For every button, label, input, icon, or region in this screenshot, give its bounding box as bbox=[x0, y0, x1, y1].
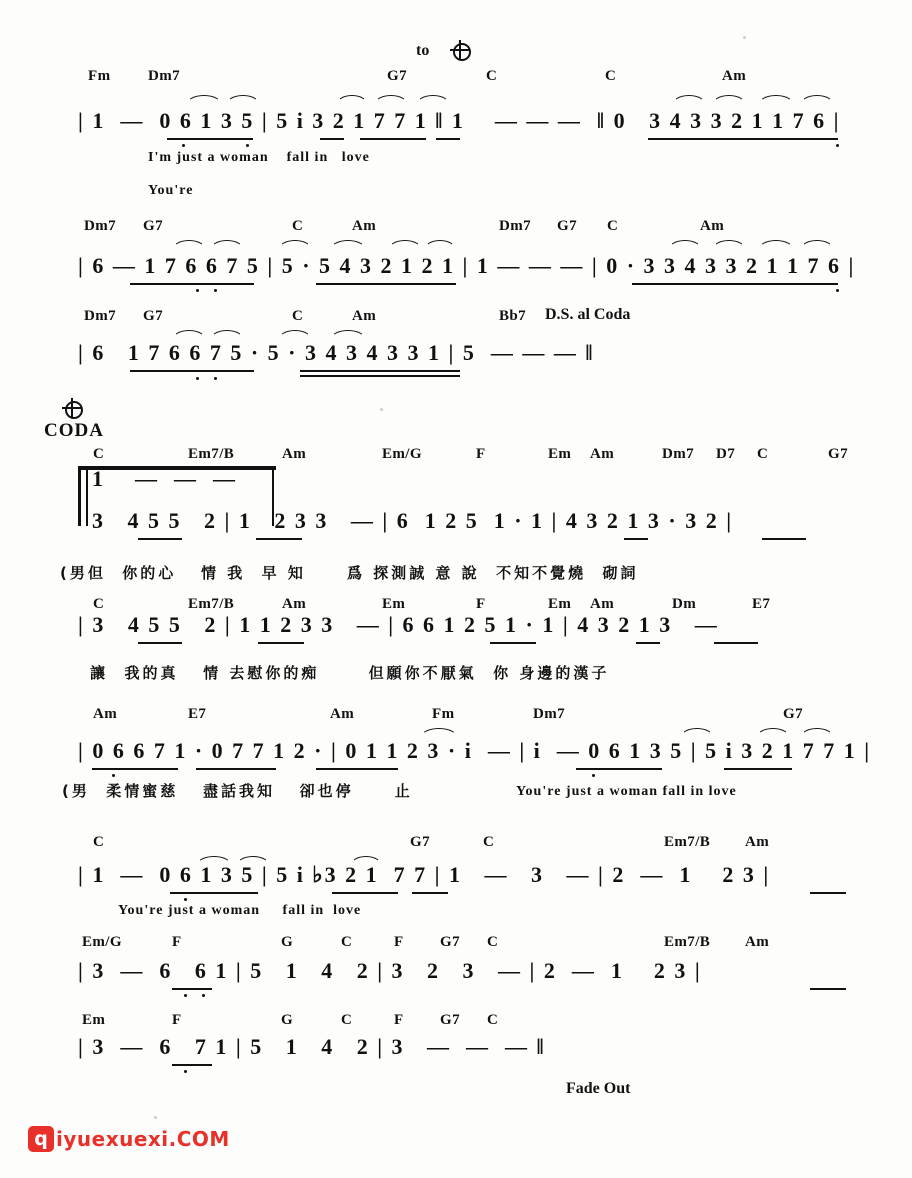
slur-arc bbox=[680, 728, 714, 738]
chord-label: C bbox=[341, 934, 353, 950]
octave-dot-low bbox=[836, 144, 839, 147]
note-beam bbox=[714, 642, 758, 644]
chord-label: Dm7 bbox=[533, 706, 566, 722]
note-beam bbox=[810, 892, 846, 894]
slur-arc bbox=[330, 330, 366, 340]
octave-dot-low bbox=[182, 144, 185, 147]
paper-speck bbox=[154, 1116, 157, 1119]
octave-dot-low bbox=[112, 774, 115, 777]
note-beam bbox=[138, 538, 182, 540]
chord-label: Fm bbox=[88, 68, 111, 84]
chord-label: C bbox=[93, 834, 105, 850]
site-watermark bbox=[28, 1126, 230, 1152]
chord-label: Am bbox=[745, 934, 770, 950]
note-beam bbox=[648, 138, 838, 140]
note-beam bbox=[436, 138, 460, 140]
note-beam bbox=[130, 283, 254, 285]
ds-al-coda-label: D.S. al Coda bbox=[545, 306, 631, 323]
chord-label: F bbox=[172, 1012, 182, 1028]
lyric-line: You're bbox=[148, 183, 194, 198]
notation-line: | 3 4 5 5 2 | 1 1 2 3 3 — | 6 6 1 2 5 1 · 1 | 4 3 2 1 3 — bbox=[78, 612, 719, 637]
note-beam bbox=[490, 642, 536, 644]
slur-arc bbox=[668, 240, 702, 250]
coda-circle-icon bbox=[450, 40, 470, 60]
brand-name: iyuexuexi.COM bbox=[56, 1127, 230, 1151]
chord-label: G7 bbox=[143, 308, 163, 324]
octave-dot-low bbox=[836, 289, 839, 292]
note-beam bbox=[300, 370, 460, 372]
slur-arc bbox=[388, 240, 422, 250]
chord-label: G bbox=[281, 934, 294, 950]
slur-arc bbox=[330, 240, 366, 250]
slur-arc bbox=[800, 728, 834, 738]
chord-label: F bbox=[172, 934, 182, 950]
chord-label: Fm bbox=[432, 706, 455, 722]
paper-speck bbox=[380, 408, 383, 411]
slur-arc bbox=[424, 240, 456, 250]
note-beam bbox=[258, 642, 304, 644]
slur-arc bbox=[226, 95, 260, 105]
notation-line: | 1 — 0 6 1 3 5 | 5 i 3 2 1 7 7 1 ‖ 1 — — — ‖ 0 3 4 3 3 2 1 1 7 6 | bbox=[78, 108, 841, 133]
slur-arc bbox=[712, 95, 746, 105]
chord-label: F bbox=[394, 1012, 404, 1028]
chord-label: Dm bbox=[672, 596, 697, 612]
note-beam bbox=[332, 892, 398, 894]
notation-line: | 6 1 7 6 6 7 5 · 5 · 3 4 3 4 3 3 1 | 5 — — — ‖ bbox=[78, 340, 595, 365]
chord-label: F bbox=[476, 596, 486, 612]
chord-label: F bbox=[394, 934, 404, 950]
chord-label: E7 bbox=[188, 706, 207, 722]
paper-speck bbox=[743, 36, 746, 39]
note-beam bbox=[412, 892, 448, 894]
note-beam bbox=[138, 642, 182, 644]
slur-arc bbox=[210, 240, 244, 250]
chord-label: G7 bbox=[828, 446, 848, 462]
chord-label: Dm7 bbox=[84, 218, 117, 234]
chord-label: E7 bbox=[752, 596, 771, 612]
lyric-line: You're just a woman fall in love bbox=[516, 784, 737, 799]
chord-label: Bb7 bbox=[499, 308, 527, 324]
slur-arc bbox=[336, 95, 368, 105]
chord-label: Em bbox=[548, 596, 572, 612]
notation-line: | 3 — 6 7 1 | 5 1 4 2 | 3 — — — ‖ bbox=[78, 1034, 546, 1059]
slur-arc bbox=[186, 95, 222, 105]
slur-arc bbox=[800, 95, 834, 105]
chord-label: C bbox=[487, 934, 499, 950]
repeat-barline-thin bbox=[86, 466, 88, 526]
fade-out-label: Fade Out bbox=[566, 1080, 631, 1097]
notation-line: 3 4 5 5 2 | 1 2 3 3 — | 6 1 2 5 1 · 1 | 4 3 2 1 3 · 3 2 | bbox=[92, 508, 734, 533]
octave-dot-low bbox=[184, 994, 187, 997]
chord-label: Dm7 bbox=[148, 68, 181, 84]
chord-label: Am bbox=[700, 218, 725, 234]
slur-arc bbox=[758, 95, 794, 105]
chord-label: D7 bbox=[716, 446, 736, 462]
octave-dot-low bbox=[592, 774, 595, 777]
chord-label: G7 bbox=[783, 706, 803, 722]
slur-arc bbox=[420, 728, 458, 738]
notation-line: | 1 — 0 6 1 3 5 | 5 i ♭3 2 1 7 7 | 1 — 3 — | 2 — 1 2 3 | bbox=[78, 862, 771, 887]
slur-arc bbox=[374, 95, 408, 105]
octave-dot-low bbox=[202, 994, 205, 997]
repeat-barline bbox=[78, 466, 81, 526]
brand-mark-icon: q bbox=[28, 1126, 54, 1152]
slur-arc bbox=[672, 95, 706, 105]
note-beam-second bbox=[300, 375, 460, 377]
chord-label: Em7/B bbox=[188, 446, 235, 462]
notation-line-upper: 1 — — — bbox=[92, 466, 237, 491]
slur-arc bbox=[278, 330, 312, 340]
chord-label: Em bbox=[548, 446, 572, 462]
chord-label: C bbox=[93, 596, 105, 612]
chord-label: Am bbox=[352, 218, 377, 234]
octave-dot-low bbox=[246, 144, 249, 147]
note-beam bbox=[624, 538, 648, 540]
coda-heading: CODA bbox=[44, 420, 104, 441]
chord-label: Am bbox=[330, 706, 355, 722]
slur-arc bbox=[758, 240, 794, 250]
chord-label: Em7/B bbox=[188, 596, 235, 612]
chord-label: Dm7 bbox=[499, 218, 532, 234]
note-beam bbox=[724, 768, 792, 770]
slur-arc bbox=[712, 240, 746, 250]
chord-label: Em/G bbox=[382, 446, 422, 462]
slur-arc bbox=[172, 240, 206, 250]
chord-label: C bbox=[757, 446, 769, 462]
chord-label: C bbox=[292, 308, 304, 324]
chord-label: Dm7 bbox=[84, 308, 117, 324]
slur-arc bbox=[416, 95, 450, 105]
chord-label: Am bbox=[590, 596, 615, 612]
octave-dot-low bbox=[214, 289, 217, 292]
notation-line: | 6 — 1 7 6 6 7 5 | 5 · 5 4 3 2 1 2 1 | 1 — — — | 0 · 3 3 4 3 3 2 1 1 7 6 | bbox=[78, 253, 856, 278]
chord-label: C bbox=[487, 1012, 499, 1028]
chord-label: C bbox=[292, 218, 304, 234]
to-coda-label: to bbox=[416, 42, 430, 59]
note-beam bbox=[632, 283, 838, 285]
chord-label: G7 bbox=[143, 218, 163, 234]
lyric-line: I'm just a woman fall in love bbox=[148, 150, 370, 165]
chord-label: F bbox=[476, 446, 486, 462]
chord-label: Am bbox=[352, 308, 377, 324]
chord-label: C bbox=[605, 68, 617, 84]
chord-label: C bbox=[341, 1012, 353, 1028]
notation-line: | 0 6 6 7 1 · 0 7 7 1 2 · | 0 1 1 2 3 · i — | i — 0 6 1 3 5 | 5 i 3 2 1 7 7 1 | bbox=[78, 738, 872, 763]
note-beam bbox=[170, 892, 258, 894]
chord-label: Em bbox=[82, 1012, 106, 1028]
slur-arc bbox=[210, 330, 244, 340]
note-beam bbox=[167, 138, 253, 140]
note-beam bbox=[130, 370, 254, 372]
chord-label: Am bbox=[282, 446, 307, 462]
slur-arc bbox=[756, 728, 790, 738]
chord-label: C bbox=[607, 218, 619, 234]
note-beam bbox=[810, 988, 846, 990]
chord-label: Am bbox=[590, 446, 615, 462]
chord-label: G7 bbox=[410, 834, 430, 850]
note-beam bbox=[172, 1064, 212, 1066]
notation-line: | 3 — 6 6 1 | 5 1 4 2 | 3 2 3 — | 2 — 1 2 3 | bbox=[78, 958, 702, 983]
note-beam bbox=[196, 768, 276, 770]
note-beam bbox=[172, 988, 212, 990]
slur-arc bbox=[800, 240, 834, 250]
slur-arc bbox=[278, 240, 312, 250]
chord-label: G7 bbox=[440, 934, 460, 950]
lyric-line: (男但 你的心 情 我 早 知 爲 探測誠 意 說 不知不覺燒 砌詞 bbox=[60, 564, 639, 582]
note-beam bbox=[576, 768, 662, 770]
slur-arc bbox=[172, 330, 206, 340]
chord-label: Am bbox=[722, 68, 747, 84]
chord-label: G7 bbox=[387, 68, 407, 84]
octave-dot-low bbox=[184, 898, 187, 901]
chord-label: Em bbox=[382, 596, 406, 612]
octave-dot-low bbox=[214, 377, 217, 380]
chord-label: Am bbox=[93, 706, 118, 722]
chord-label: Em/G bbox=[82, 934, 122, 950]
note-beam bbox=[360, 138, 426, 140]
octave-dot-low bbox=[196, 377, 199, 380]
chord-label: Dm7 bbox=[662, 446, 695, 462]
chord-label: G7 bbox=[557, 218, 577, 234]
chord-label: Em7/B bbox=[664, 934, 711, 950]
note-beam bbox=[92, 768, 178, 770]
chord-label: G bbox=[281, 1012, 294, 1028]
chord-label: Em7/B bbox=[664, 834, 711, 850]
chord-label: Am bbox=[282, 596, 307, 612]
note-beam bbox=[762, 538, 806, 540]
note-beam bbox=[316, 768, 398, 770]
coda-circle-icon bbox=[62, 398, 82, 418]
octave-dot-low bbox=[196, 289, 199, 292]
lyric-line: You're just a woman fall in love bbox=[118, 903, 362, 918]
chord-label: C bbox=[483, 834, 495, 850]
note-beam bbox=[316, 283, 456, 285]
octave-dot-low bbox=[184, 1070, 187, 1073]
lyric-line: 讓 我的真 情 去慰你的痴 但願你不厭氣 你 身邊的漢子 bbox=[90, 664, 610, 682]
note-beam bbox=[320, 138, 344, 140]
chord-label: G7 bbox=[440, 1012, 460, 1028]
chord-label: C bbox=[93, 446, 105, 462]
chord-label: C bbox=[486, 68, 498, 84]
chord-label: Am bbox=[745, 834, 770, 850]
lyric-line: (男 柔情蜜慈 盡話我知 卻也停 止 bbox=[62, 782, 413, 800]
note-beam bbox=[256, 538, 302, 540]
note-beam bbox=[636, 642, 660, 644]
